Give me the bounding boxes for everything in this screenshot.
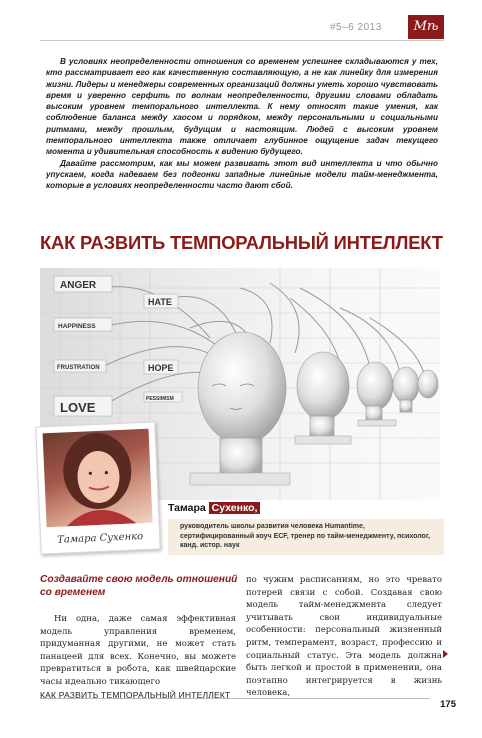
section-subhead: Создавайте свою модель отношений со временем	[40, 574, 238, 598]
label-pessimism: PESSIMISM	[146, 396, 174, 402]
magazine-logo: Мѣ	[408, 15, 444, 39]
author-credentials: руководитель школы развития человека Humantime, сертифицированный коуч ECF, тренер по тайм-менеджменту, психолог, канд. истор. наук	[168, 519, 444, 555]
article-headline: КАК РАЗВИТЬ ТЕМПОРАЛЬНЫЙ ИНТЕЛЛЕКТ	[40, 232, 443, 253]
column-1-text: Ни одна, даже самая эффективная модель управления временем, придуманная другими, не может стать панацеей для всех. Конечно, вы можете превратиться в робота, как швейцарские часы идеально тикающего	[40, 614, 236, 687]
intro-paragraph-2: Давайте рассмотрим, как мы можем развивать этот вид интеллекта и что обычно упускаем, когда надеваем без подгонки западные линейные модели тайм-менеджмента, которые в условиях неопределенности часто дают сбой.	[46, 158, 438, 191]
author-signature: Тамара Сухенко	[56, 531, 144, 546]
label-hate: HATE	[148, 297, 172, 307]
author-bio	[168, 502, 448, 555]
label-love: LOVE	[60, 400, 96, 415]
page-number: 175	[430, 697, 456, 712]
intro-paragraph-1: В условиях неопределенности отношения со временем успешнее складываются у тех, кто рассматривает его как качественную составляющую, а не как линейку для измерения жизни. Лидеры и менеджеры современных организаций должны уметь хорошо чувствовать время и уверенно серфить по волнам неопределенности, другими словами обладать высоким уровнем темпорального интеллекта. К нему относят такие умения, как соблюдение баланса между хаосом и порядком, между персональными и социальными ритмами, между прошлым, будущим и настоящим. Людей с высоким уровнем темпорального интеллекта также отличает глубинное ощущение задач текущего момента и удивительная способность к видению будущего.	[46, 57, 438, 157]
issue-number: #5–6 2013	[330, 22, 382, 33]
author-photo	[43, 429, 153, 528]
label-hope: HOPE	[148, 363, 174, 373]
author-first-name: Тамара	[168, 502, 206, 514]
header-divider	[40, 40, 444, 41]
article-column-1	[40, 574, 236, 689]
author-name	[168, 502, 448, 514]
author-last-name: Сухенко,	[209, 502, 261, 514]
article-column-2: по чужим расписаниям, но это чревато потерей связи с собой. Создавая свою модель тайм-менеджмента следует учитывать свои индивидуальные особенности: персональный жизненный ритм, темперамент, возраст, профессию и социальный статус. Эта модель должна быть легкой и простой в применении, она поэтапно интегрируется в жизнь человека,	[246, 575, 442, 699]
label-happiness: HAPPINESS	[58, 323, 96, 330]
continue-arrow-icon	[443, 650, 448, 658]
label-anger: ANGER	[60, 280, 97, 291]
author-portrait	[35, 421, 160, 554]
label-frustration: FRUSTRATION	[57, 365, 100, 371]
footer-section-title: КАК РАЗВИТЬ ТЕМПОРАЛЬНЫЙ ИНТЕЛЛЕКТ	[40, 690, 231, 700]
intro-text	[46, 56, 438, 192]
